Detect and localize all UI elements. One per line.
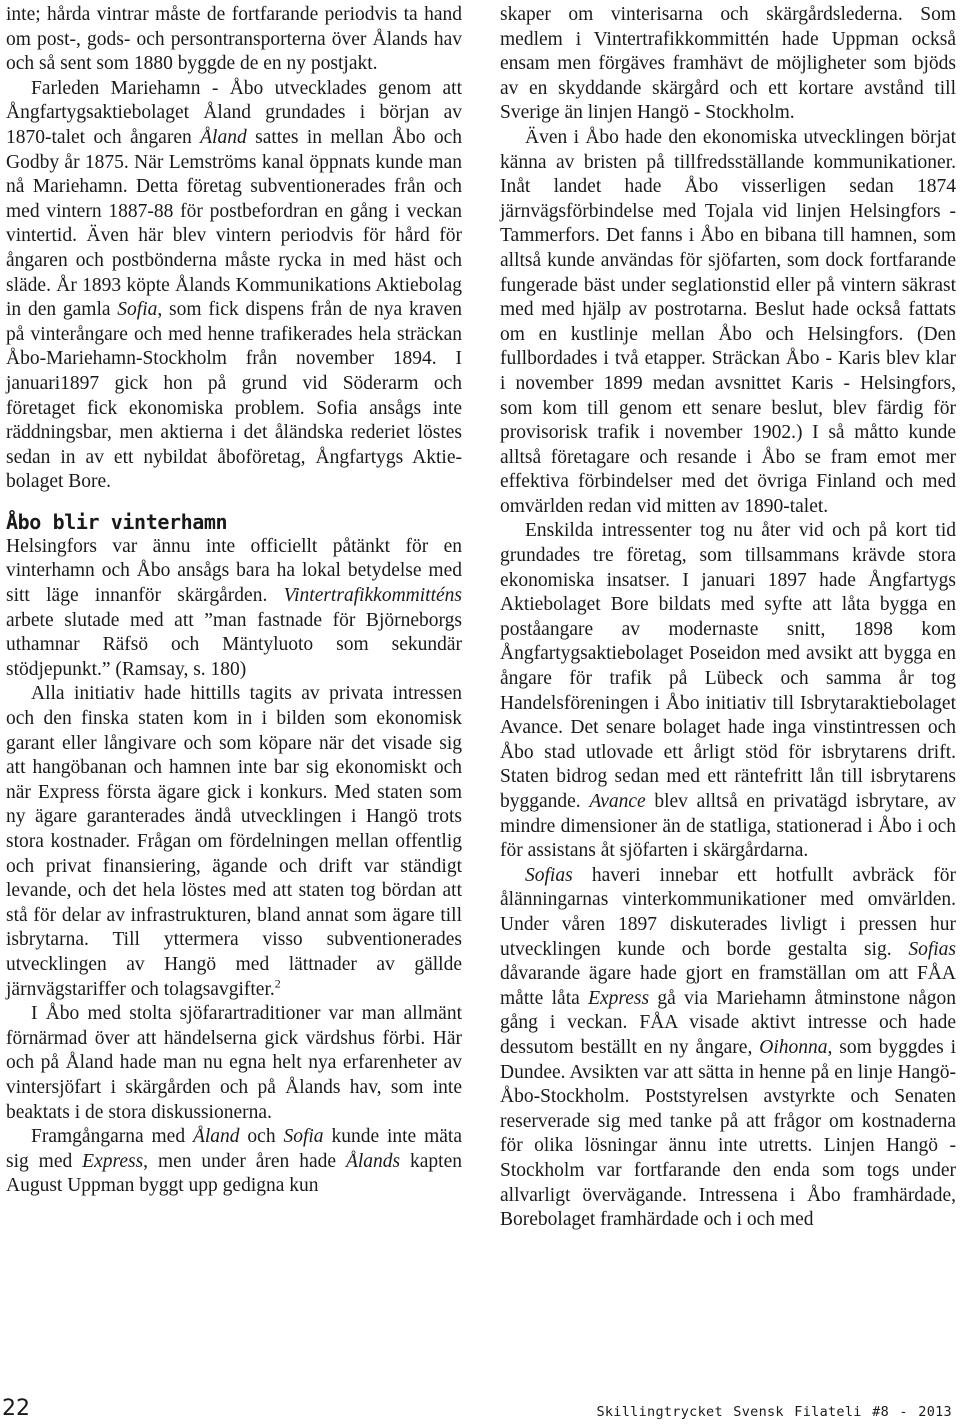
paragraph [6,682,462,1002]
right-column [500,3,956,1233]
section-heading: Åbo blir vinterhamn [6,509,228,534]
vessel-name: Sofias [908,938,956,960]
text-run: Farleden Mariehamn - Åbo utvecklades genom att Ångfartygsaktiebolaget Åland grundades i början av 1870-talet och ångaren [6,77,462,148]
journal-title: Skillingtrycket Svensk Filateli #8 - 2013 [596,1404,952,1420]
text-run: gå via Mariehamn åtminstone någon gång i veckan. FÅA visade aktivt intresse och hade dessutom beställt en ny ångare, [500,987,956,1058]
text-run: haveri innebar ett hotfullt avbräck för ålänningarnas vinterkommunikationer med omvärlden. Under våren 1897 diskuterades livligt i pressen hur utvecklingen kunde och borde gestalta sig. [500,864,956,960]
vessel-name: Avance [589,791,646,812]
text-run: Framgångarna med [31,1126,193,1148]
page-number: 22 [2,1396,30,1421]
paragraph [6,535,462,683]
text-run: kapten August Uppman byggt upp gedigna kun [6,1150,462,1197]
paragraph: inte; hårda vintrar måste de fortfarande periodvis ta hand om post-, gods- och persontransporterna över Ålands hav och så sent som 1880 byggde de en ny postjakt. [6,4,462,75]
vessel-name: Åland [200,126,247,148]
footnote-ref: 2 [274,976,281,991]
text-run: arbete slutade med att ”man fastnade för Björneborgs uthamnar Räfsö och Mäntyluoto som sekundär stödjepunkt.” (Ramsay, s. 180) [6,609,462,680]
text-run: Alla initiativ hade hittills tagits av privata intressen och den finska staten kom in i bilden som ekonomisk garant eller långivare och som köpare när det visade sig att hangöbanan och hamnen inte bar sig ekonomiskt och när Express första ägare gick i konkurs. Med staten som ny ägare garanterades ändå utvecklingen i Hangö trots stora kostnader. Frågan om fördelningen mellan offentlig och privat finansiering, ägande och drift var ständigt levande, och det hela löstes med att staten tog bördan att stå för delar av infrastrukturen, bland annat som ägare till isbrytarna. Till yttermera visso subventionerades utvecklingen av Hangö med lättnader av gällde järnvägstariffer och tolagsavgifter. [6,683,462,1000]
vessel-name: Ålands [345,1150,401,1172]
text-run: och [239,1126,284,1148]
paragraph: skaper om vinterisarna och skärgårdslederna. Som medlem i Vintertrafikkommittén hade Uppman också ensam men förgäves framhävt de möjligheter som bjöds av en skyddande skärgård och ett kortare avstånd till Sverige än linjen Hangö - Stockholm. [500,4,956,124]
text-run: sattes in mellan Åbo och Godby år 1875. När Lemströms kanal öppnats kunde man nå Mariehamn. Detta företag subventionerades från och med vintern 1887-88 för postbefordran en gång i veckan vintertid. Även här blev vintern periodvis för hård för ångaren och postbönderna måste rycka in med häst och släde. År 1893 köpte Ålands Kommunikations Aktiebolag in den gamla [6,126,463,321]
text-run: kunde inte mäta sig med [6,1126,462,1172]
text-run: , som byggdes i Dundee. Avsikten var att sätta in henne på en linje Hangö-Åbo-Stockholm. Poststyrelsen avstyrkte och Senaten reserverade sig med tanke på att frågor om kostnaderna för olika lösningar ännu inte utretts. Linjen Hangö - Stockholm var fortfarande den enda som togs under allvarligt övervägande. Intressena i Åbo framhärdade, Borebolaget framhärdade och i och med [500,1036,956,1231]
vessel-name: Sofias [525,864,573,886]
paragraph [6,1125,462,1199]
left-column [6,3,462,1199]
vessel-name: Express [588,987,650,1009]
text-run: blev alltså en privatägd isbrytare, av mindre dimensioner än de statliga, stationerad i Åbo i och för assistans åt sjöfarten i skärgårdarna. [500,791,956,862]
text-run: , men under åren hade [143,1150,346,1172]
vessel-name: Åland [192,1126,240,1148]
text-run: Helsingfors var ännu inte officiellt påtänkt för en vinterhamn och Åbo ansågs bara ha lokal betydelse med sitt läge innanför skärgården. [6,535,462,607]
page-footer [0,1396,960,1424]
text-run: Enskilda intressenter tog nu åter vid och på kort tid grundades tre företag, som tillsammans krävde stora ekonomiska insatser. I januari 1897 hade Ångfartygs Aktiebolaget Bore bildats med syfte att låta bygga en poståangare av modernaste snitt, 1898 kom Ångfartygsaktiebolaget Poseidon med avsikt att bygga en ångare för trafik på Lübeck och samma år tog Handelsföreningen i Åbo initiativ till Isbrytaraktiebolaget Avance. Det senare bolaget hade inga vinstintressen och Åbo stad utlovade ett årligt stöd för isbrytarens drift. Staten bidrog sedan med ett räntefritt lån till isbrytarens byggande. [500,520,956,812]
paragraph [6,77,462,495]
vessel-name: Sofia [117,299,158,321]
vessel-name: Express [82,1150,144,1172]
paragraph [500,519,956,863]
text-run: , som fick dispens från de nya kraven på vinterångare och med henne trafikerades hela sträckan Åbo-Mariehamn-Stockholm från november 1894. I januari1897 gick hon på grund vid Söderarm och företaget fick ekonomiska problem. Sofia ansågs inte räddningsbar, men aktierna i det åländska rederiet löstes sedan in av ett nybildat åboföretag, Ångfartygs Aktiebolaget Bore. [6,299,462,493]
vessel-name: Sofia [283,1126,324,1148]
paragraph: I Åbo med stolta sjöfarartraditioner var man allmänt förnärmad över att händelserna gick värdshus förbi. Här och på Åland hade man nu egna helt nya erfarenheter av vintersjöfart i skärgården och på Ålands hav, som inte beaktats i de stora diskussionerna. [6,1003,462,1123]
vessel-name: Oihonna [759,1036,828,1058]
italic-term: Vintertrafikkommitténs [283,585,462,607]
paragraph [500,864,956,1233]
paragraph: Även i Åbo hade den ekonomiska utvecklingen börjat känna av bristen på tillfredsställande kommunikationer. Inåt landet hade Åbo visserligen sedan 1874 järnvägsförbindelse med Tojala vid linjen Helsingfors - Tammerfors. Det fanns i Åbo en bibana till hamnen, som alltså kunde användas för sjöfarten, som dock fortfarande fungerade bäst under seglationstid eller på vintern säkrast med med hjälp av postrotarna. Beslut hade också fattats om en kustlinje mellan Åbo och Helsingfors. (Den fullbordades i två etapper. Sträckan Åbo - Karis blev klar i november 1899 medan avsnittet Karis - Helsingfors, som kom till genom ett senare beslut, blev färdig för provisorisk trafik i november 1902.) I så måtto kunde alltså företagare och resande i Åbo se fram emot mer effektiva förbindelser med det övriga Finland och med omvärlden redan vid mitten av 1890-talet. [500,126,956,517]
text-run: dåvarande ägare hade gjort en framställan om att FÅA måtte låta [500,963,956,1009]
